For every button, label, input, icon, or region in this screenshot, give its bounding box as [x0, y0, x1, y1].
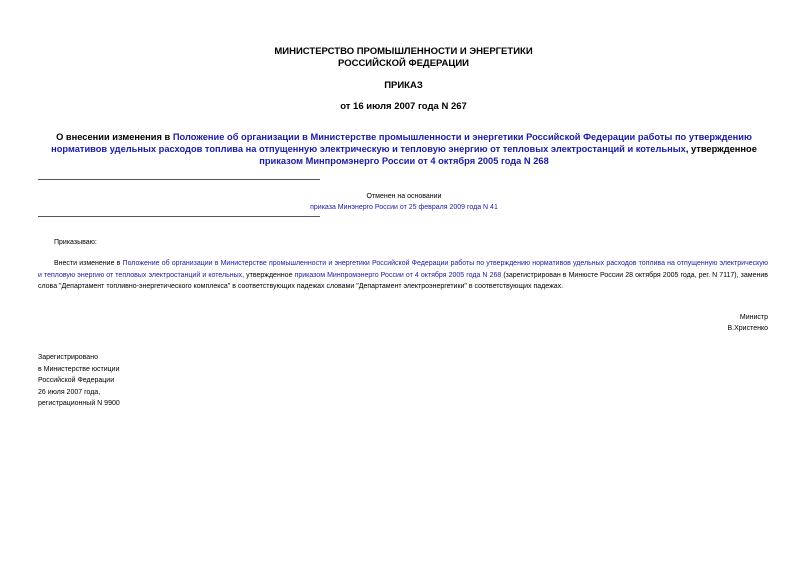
registration-line: регистрационный N 9900 — [38, 400, 120, 407]
paragraph-middle: , утвержденное — [242, 271, 295, 279]
divider-bottom — [38, 216, 320, 217]
signatory-position: Министр — [739, 314, 768, 321]
order-paragraph — [38, 258, 768, 293]
cancellation-text: Отменен на основании — [366, 193, 442, 200]
order-268-link[interactable]: приказом Минпромэнерго России от 4 октября 2005 года N 268 — [259, 156, 549, 166]
cancellation-note — [214, 191, 594, 213]
paragraph-suffix: (зарегистрирован в Минюсте России 28 октября 2005 года, рег. N 7117), заменив слова "Департамент топливно-энергетического комплекса" в соответствующих падежах словами "Департамент электроэнергетики" в соответствующих падежах. — [38, 271, 768, 290]
registration-line: 26 июля 2007 года, — [38, 388, 101, 396]
ministry-name-line2: РОССИЙСКОЙ ФЕДЕРАЦИИ — [337, 58, 469, 69]
title-prefix: О внесении изменения в — [56, 132, 173, 142]
regulation-link[interactable]: Положение об организации в Министерстве промышленности и энергетики Российской Федерации работы по утверждению нормативов удельных расходов топлива на отпущенную электрическую и тепловую энергию от тепловых электростанций и котельных — [51, 132, 752, 154]
signatory-name: В.Христенко — [727, 325, 768, 332]
divider-top — [38, 179, 320, 180]
document-type: ПРИКАЗ — [384, 80, 423, 91]
registration-block — [38, 352, 120, 410]
paragraph-regulation-link[interactable]: Положение об организации в Министерстве промышленности и энергетики Российской Федерации работы по утверждению нормативов удельных расходов топлива на отпущенную электрическую и тепловую энергию от тепловых электростанций и котельных — [38, 260, 768, 279]
order-intro: Приказываю: — [54, 239, 97, 246]
paragraph-order-link[interactable]: приказом Минпромэнерго России от 4 октября 2005 года N 268 — [294, 271, 502, 279]
registration-line: Зарегистрировано — [38, 354, 98, 361]
title-middle: , утвержденное — [685, 144, 757, 154]
cancellation-order-link[interactable]: приказа Минэнерго России от 25 февраля 2009 года N 41 — [310, 204, 498, 211]
registration-line: в Министерстве юстиции — [38, 365, 120, 373]
document-title — [40, 131, 768, 167]
ministry-name-line1: МИНИСТЕРСТВО ПРОМЫШЛЕННОСТИ И ЭНЕРГЕТИКИ — [274, 46, 533, 57]
paragraph-prefix: Внести изменение в — [54, 260, 123, 267]
document-date-number: от 16 июля 2007 года N 267 — [340, 101, 467, 112]
registration-line: Российской Федерации — [38, 377, 115, 384]
